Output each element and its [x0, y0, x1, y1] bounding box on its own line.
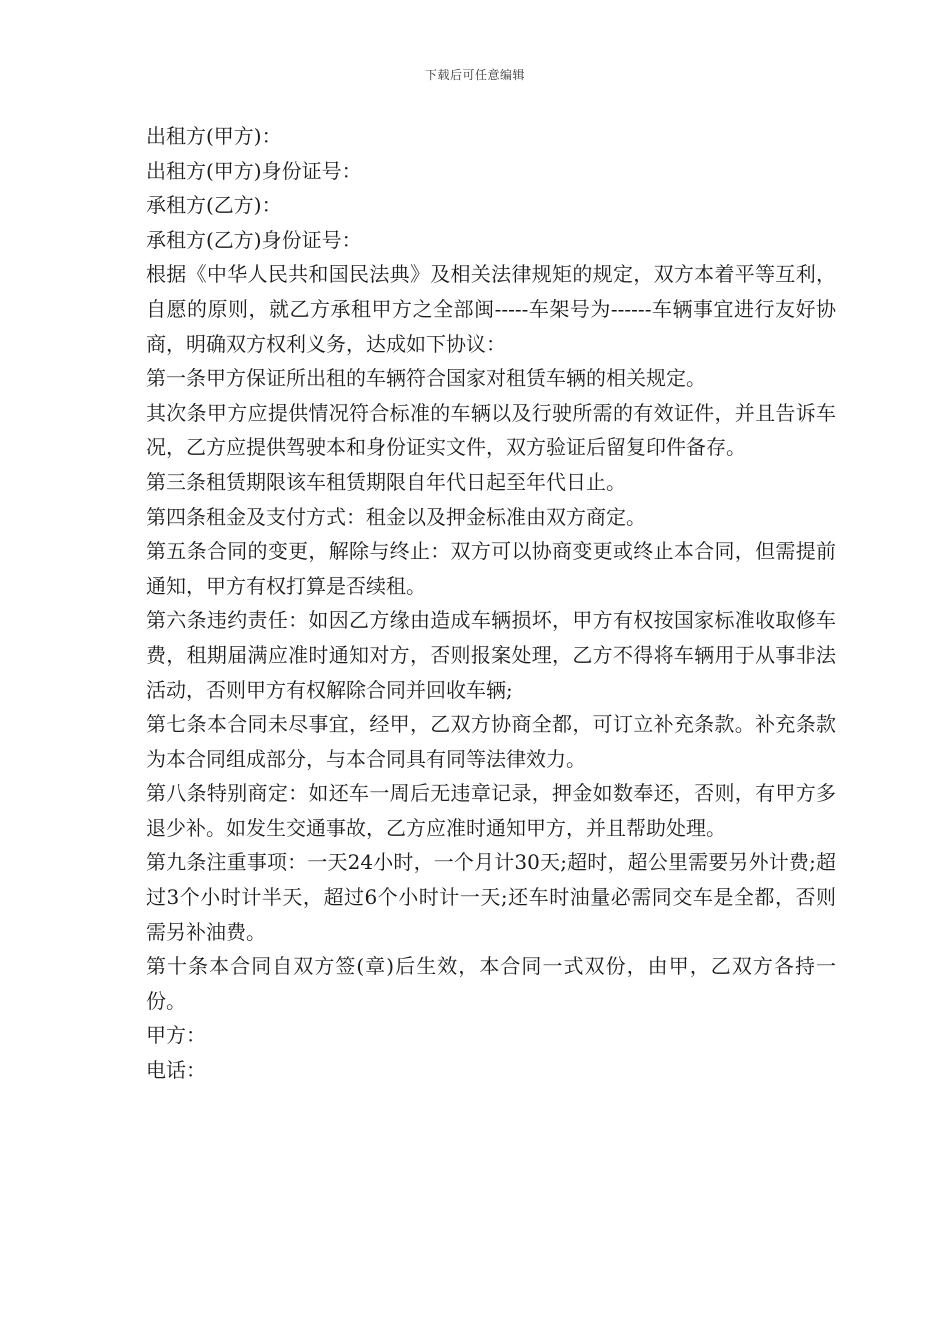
- page-header: 下载后可任意编辑: [424, 68, 525, 82]
- article-10: 第十条本合同自双方签(章)后生效，本合同一式双份，由甲，乙双方各持一份。: [146, 954, 836, 1013]
- signature-phone: 电话：: [146, 1058, 206, 1083]
- party-b-id: 承租方(乙方)身份证号：: [146, 227, 362, 252]
- contract-body: [146, 119, 836, 1088]
- article-6: 第六条违约责任：如因乙方缘由造成车辆损坏，甲方有权按国家标准收取修车费，租期届满应准时通知对方，否则报案处理，乙方不得将车辆用于从事非法活动，否则甲方有权解除合同并回收车辆;: [146, 608, 836, 702]
- article-4: 第四条租金及支付方式：租金以及押金标准由双方商定。: [146, 504, 646, 529]
- article-9: 第九条注重事项：一天24小时，一个月计30天;超时，超公里需要另外计费;超过3个小时计半天，超过6个小时计一天;还车时油量必需同交车是全都，否则需另补油费。: [146, 850, 836, 944]
- preamble-paragraph: 根据《中华人民共和国民法典》及相关法律规矩的规定，双方本着平等互利，自愿的原则，就乙方承租甲方之全部闽-----车架号为------车辆事宜进行友好协商，明确双方权利义务，达成如下协议：: [146, 262, 836, 356]
- article-2: 其次条甲方应提供情况符合标准的车辆以及行驶所需的有效证件，并且告诉车况，乙方应提供驾驶本和身份证实文件，双方验证后留复印件备存。: [146, 400, 836, 460]
- signature-party-a: 甲方：: [146, 1023, 206, 1048]
- article-5: 第五条合同的变更，解除与终止：双方可以协商变更或终止本合同，但需提前通知，甲方有权打算是否续租。: [146, 539, 836, 598]
- party-a-id: 出租方(甲方)身份证号：: [146, 158, 362, 183]
- article-3: 第三条租赁期限该车租赁期限自年代日起至年代日止。: [146, 469, 626, 494]
- party-b-name: 承租方(乙方)：: [146, 193, 282, 218]
- article-7: 第七条本合同未尽事宜，经甲，乙双方协商全都，可订立补充条款。补充条款为本合同组成部分，与本合同具有同等法律效力。: [146, 712, 836, 771]
- party-a-name: 出租方(甲方)：: [146, 124, 282, 148]
- article-1: 第一条甲方保证所出租的车辆符合国家对租赁车辆的相关规定。: [146, 366, 706, 391]
- article-8: 第八条特别商定：如还车一周后无违章记录，押金如数奉还，否则，有甲方多退少补。如发生交通事故，乙方应准时通知甲方，并且帮助处理。: [146, 781, 836, 840]
